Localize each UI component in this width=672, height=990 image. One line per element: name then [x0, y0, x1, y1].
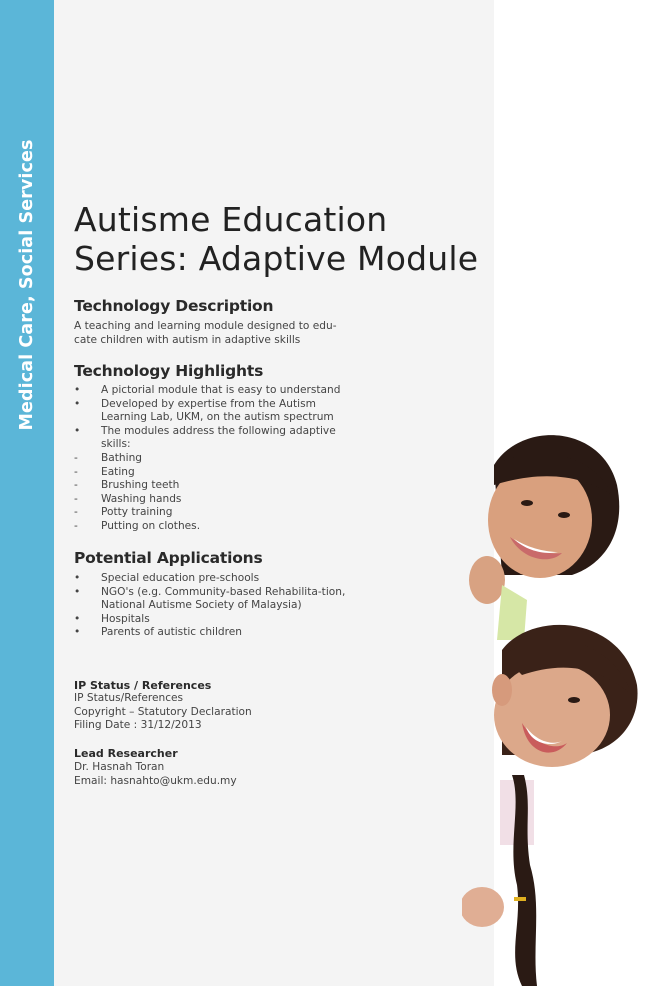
list-item-text: Eating: [101, 465, 135, 478]
list-item-text: NGO's (e.g. Community-based Rehabilita-tion, National Autisme Society of Malaysia): [101, 585, 346, 612]
applications-list: [74, 572, 364, 640]
dash-icon: -: [74, 492, 78, 505]
dash-icon: -: [74, 451, 78, 464]
list-item-text: Putting on clothes.: [101, 519, 201, 532]
list-item-text: Parents of autistic children: [101, 626, 242, 639]
list-item: [74, 384, 364, 398]
description-heading: Technology Description: [74, 297, 274, 315]
list-item: [74, 572, 364, 586]
list-item: [74, 466, 364, 480]
ip-status-lines: [74, 692, 252, 733]
bullet-icon: •: [74, 424, 81, 437]
description-text: [74, 320, 364, 347]
bullet-icon: •: [74, 626, 81, 639]
list-item: [74, 493, 364, 507]
list-item-text: Brushing teeth: [101, 479, 180, 492]
list-item: [74, 425, 364, 452]
list-item-text: Bathing: [101, 451, 143, 464]
researcher-info: [74, 761, 237, 788]
filing-date: Filing Date : 31/12/2013: [74, 719, 202, 732]
list-item: [74, 586, 364, 613]
list-item: [74, 452, 364, 466]
list-item: [74, 479, 364, 493]
bullet-icon: •: [74, 384, 81, 396]
list-item: [74, 398, 364, 425]
list-item: [74, 520, 364, 534]
dash-icon: -: [74, 479, 78, 492]
list-item-text: A pictorial module that is easy to understand: [101, 384, 341, 396]
researcher-name: Dr. Hasnah Toran: [74, 761, 165, 773]
bullet-icon: •: [74, 572, 81, 584]
page-title: [74, 200, 494, 278]
title-line-2: Series: Adaptive Module: [74, 239, 479, 278]
ip-status-line: Copyright – Statutory Declaration: [74, 705, 252, 718]
category-sidebar: [0, 0, 54, 986]
list-item: [74, 613, 364, 627]
list-item: [74, 506, 364, 520]
title-line-1: Autisme Education: [74, 200, 388, 239]
list-item-text: Developed by expertise from the Autism Learning Lab, UKM, on the autism spectrum: [101, 397, 334, 424]
list-item-text: Washing hands: [101, 492, 182, 505]
ip-status-heading: IP Status / References: [74, 679, 212, 692]
list-item: [74, 626, 364, 640]
highlights-list: [74, 384, 364, 534]
applications-heading: Potential Applications: [74, 549, 263, 567]
ip-status-line: IP Status/References: [74, 692, 184, 704]
children-peeking-photo: [462, 425, 672, 986]
description-line-1: A teaching and learning module designed to edu-: [74, 320, 337, 332]
list-item-text: The modules address the following adaptive skills:: [101, 424, 336, 451]
researcher-email[interactable]: Email: hasnahto@ukm.edu.my: [74, 774, 237, 787]
dash-icon: -: [74, 465, 78, 478]
bullet-icon: •: [74, 397, 81, 410]
researcher-heading: Lead Researcher: [74, 747, 178, 760]
bullet-icon: •: [74, 612, 81, 625]
dash-icon: -: [74, 519, 78, 532]
highlights-heading: Technology Highlights: [74, 362, 264, 380]
list-item-text: Potty training: [101, 506, 173, 519]
category-label: Medical Care, Social Services: [17, 139, 37, 431]
description-line-2: cate children with autism in adaptive skills: [74, 333, 301, 346]
list-item-text: Special education pre-schools: [101, 572, 260, 584]
dash-icon: -: [74, 506, 78, 519]
bullet-icon: •: [74, 585, 81, 598]
list-item-text: Hospitals: [101, 612, 150, 625]
